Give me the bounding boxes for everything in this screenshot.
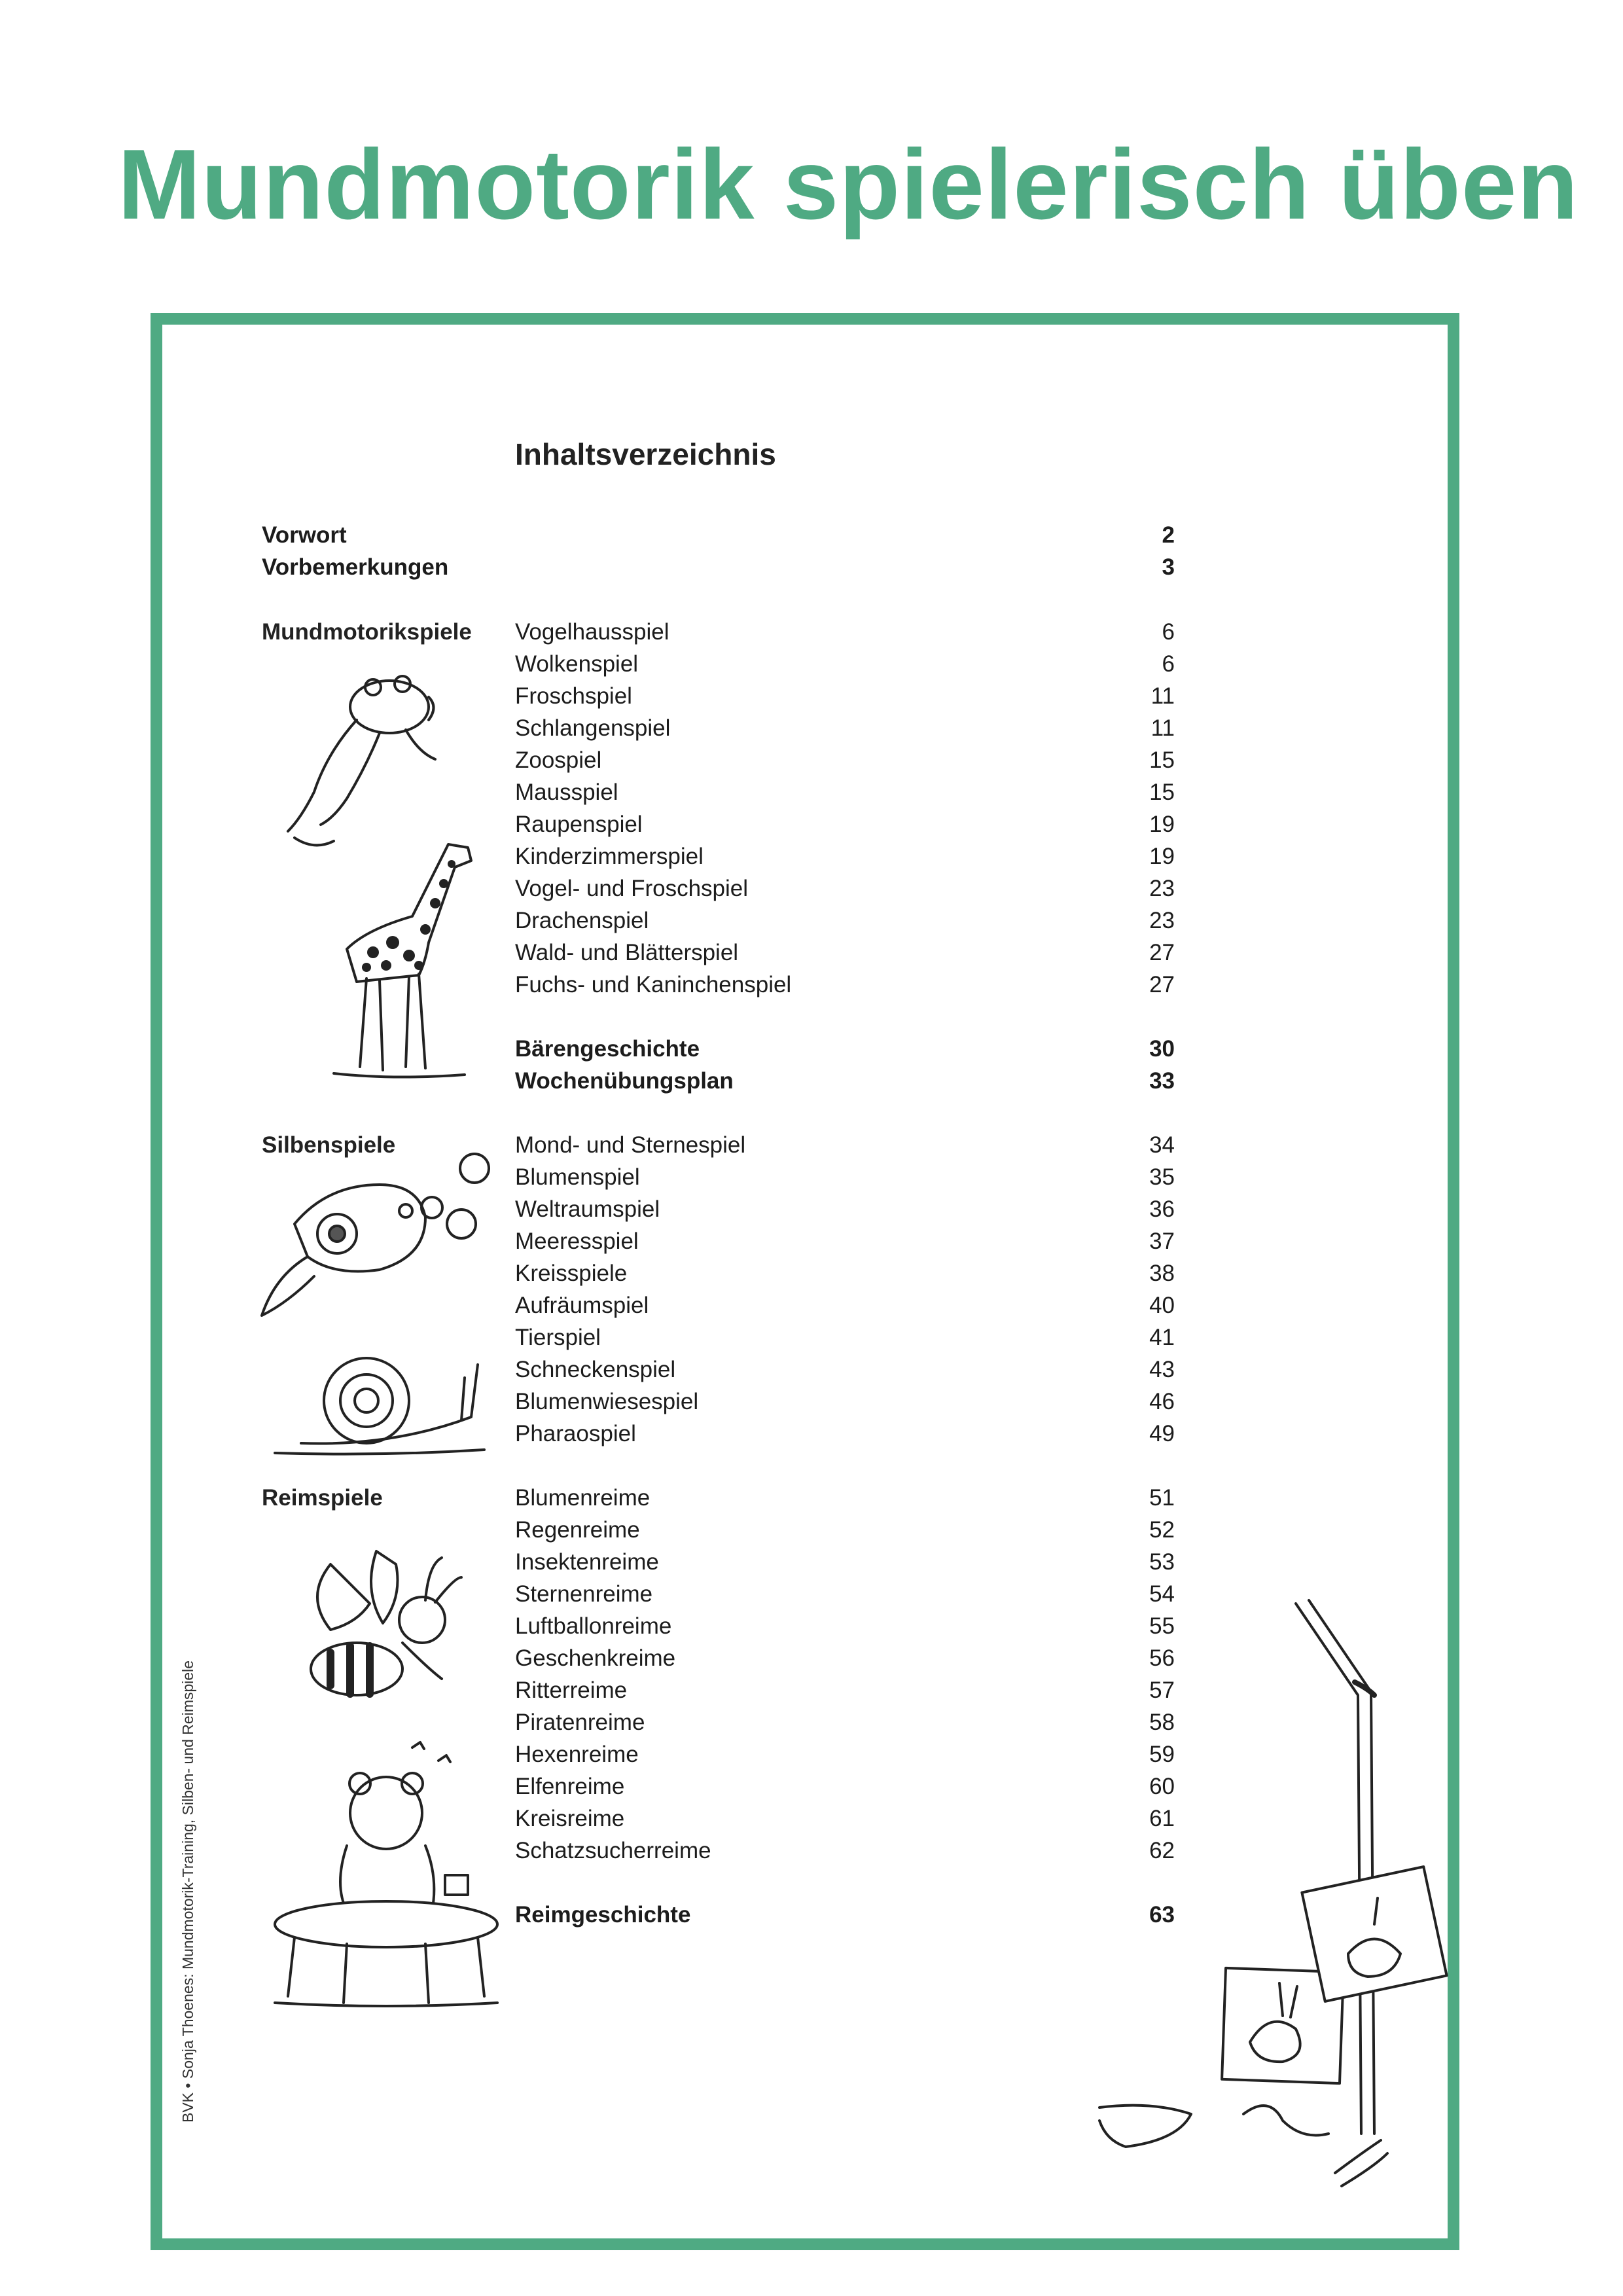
toc-entry-page: 11 [1150,683,1175,709]
toc-entry[interactable] [515,1774,1175,1806]
toc-entry-page: 49 [1149,1421,1175,1446]
toc-entry-page: 58 [1149,1710,1175,1735]
toc-entry-title: Luftballonreime [515,1613,672,1639]
toc-entry-page: 52 [1149,1517,1175,1543]
snail-illustration [262,1338,491,1456]
toc-entry-title: Blumenspiel [515,1164,640,1190]
toc-entry[interactable] [515,844,1175,876]
toc-entry[interactable] [515,619,1175,651]
toc-entry-page: 6 [1162,651,1175,677]
toc-entry-title: Bärengeschichte [515,1036,700,1062]
toc-entry-title: Schneckenspiel [515,1357,676,1382]
toc-entry-title: Mond- und Sternespiel [515,1132,746,1158]
toc-entry-title: Vogelhausspiel [515,619,669,645]
toc-entry[interactable] [515,1581,1175,1613]
toc-entry-page: 35 [1149,1164,1175,1190]
toc-entry-title: Vorbemerkungen [262,554,449,580]
section-title-silbenspiele: Silbenspiele [262,1132,396,1158]
toc-entry-title: Ritterreime [515,1677,628,1703]
toc-entry[interactable] [515,1357,1175,1389]
toc-entry-page: 38 [1149,1261,1175,1286]
toc-entry-page: 60 [1149,1774,1175,1799]
toc-entry[interactable] [515,1645,1175,1677]
toc-entry-title: Elfenreime [515,1774,625,1799]
toc-entry-title: Vorwort [262,522,347,548]
toc-entry-page: 6 [1162,619,1175,645]
toc-entry[interactable] [515,876,1175,908]
toc-entry[interactable] [515,780,1175,812]
toc-entry[interactable] [515,1613,1175,1645]
toc-entry-title: Insektenreime [515,1549,659,1575]
toc-entry-title: Kinderzimmerspiel [515,844,704,869]
toc-entry-page: 41 [1149,1325,1175,1350]
toc-entry-page: 62 [1149,1838,1175,1863]
toc-entry[interactable] [515,972,1175,1004]
toc-entry[interactable] [515,1389,1175,1421]
toc-entry-title: Drachenspiel [515,908,649,933]
toc-entry-page: 2 [1162,522,1175,548]
toc-entry[interactable] [515,1806,1175,1838]
toc-entry-title: Regenreime [515,1517,640,1543]
toc-entry-page: 23 [1149,876,1175,901]
toc-entry[interactable] [515,1421,1175,1453]
toc-entry[interactable] [515,1485,1175,1517]
toc-entry[interactable] [515,715,1175,747]
toc-entry-title: Froschspiel [515,683,632,709]
fish-with-bubbles-illustration [249,1145,497,1342]
toc-entry-title: Vogel- und Froschspiel [515,876,749,901]
toc-entry-page: 15 [1149,780,1175,805]
toc-entry-title: Wolkenspiel [515,651,639,677]
toc-entry[interactable] [515,1164,1175,1196]
toc-entry-page: 23 [1149,908,1175,933]
toc-entry-page: 27 [1149,940,1175,965]
toc-entry-title: Geschenkreime [515,1645,676,1671]
toc-entry-title: Raupenspiel [515,812,643,837]
toc-entry[interactable] [515,747,1175,780]
section-title-reimspiele: Reimspiele [262,1485,383,1511]
toc-entry[interactable] [515,1229,1175,1261]
toc-entry-page: 54 [1149,1581,1175,1607]
side-credit: BVK • Sonja Thoenes: Mundmotorik-Training, Silben- und Reimspiele [179,1660,196,2123]
section-title-mundmotorikspiele: Mundmotorikspiele [262,619,472,645]
toc-entry[interactable] [515,1742,1175,1774]
straw-and-cards-illustration [1086,1597,1453,2206]
toc-entry-title: Meeresspiel [515,1229,639,1254]
toc-heading: Inhaltsverzeichnis [515,437,776,471]
toc-entry-title: Pharaospiel [515,1421,636,1446]
bee-illustration [291,1538,481,1702]
toc-entry-title: Tierspiel [515,1325,601,1350]
toc-entry-page: 40 [1149,1293,1175,1318]
toc-entry-title: Blumenreime [515,1485,651,1511]
toc-entry-title: Schlangenspiel [515,715,671,741]
toc-entry-baerengeschichte[interactable] [515,1036,1175,1068]
toc-entry-page: 43 [1149,1357,1175,1382]
toc-entry[interactable] [515,683,1175,715]
toc-entry[interactable] [515,1838,1175,1870]
toc-entry[interactable] [515,812,1175,844]
toc-entry-title: Wald- und Blätterspiel [515,940,739,965]
toc-entry-page: 33 [1149,1068,1175,1094]
toc-entry[interactable] [515,651,1175,683]
page-title: Mundmotorik spielerisch üben [118,129,1579,240]
toc-entry-page: 37 [1149,1229,1175,1254]
toc-entry-title: Weltraumspiel [515,1196,660,1222]
toc-entry[interactable] [515,1517,1175,1549]
toc-entry-title: Schatzsucherreime [515,1838,711,1863]
toc-entry-vorbemerkungen[interactable] [262,554,1175,586]
toc-entry[interactable] [515,940,1175,972]
toc-entry[interactable] [515,908,1175,940]
toc-entry-page: 51 [1149,1485,1175,1511]
toc-entry-page: 27 [1149,972,1175,997]
toc-entry-page: 53 [1149,1549,1175,1575]
toc-entry-title: Fuchs- und Kaninchenspiel [515,972,792,997]
toc-entry-page: 57 [1149,1677,1175,1703]
toc-entry-page: 55 [1149,1613,1175,1639]
toc-entry-page: 46 [1149,1389,1175,1414]
toc-entry-page: 30 [1149,1036,1175,1062]
toc-entry[interactable] [515,1196,1175,1229]
toc-entry-title: Sternenreime [515,1581,653,1607]
toc-entry-page: 56 [1149,1645,1175,1671]
toc-entry-page: 11 [1150,715,1175,741]
toc-entry[interactable] [515,1261,1175,1293]
bear-at-table-illustration [268,1734,504,2009]
toc-entry-wochenuebungsplan[interactable] [515,1068,1175,1100]
giraffe-illustration [327,831,484,1080]
toc-entry-title: Wochenübungsplan [515,1068,734,1094]
toc-entry[interactable] [515,1132,1175,1164]
toc-entry-page: 19 [1149,844,1175,869]
toc-entry-page: 63 [1149,1902,1175,1928]
toc-entry[interactable] [515,1710,1175,1742]
toc-entry-title: Reimgeschichte [515,1902,691,1928]
toc-entry-title: Piratenreime [515,1710,645,1735]
toc-entry-page: 59 [1149,1742,1175,1767]
toc-entry-page: 19 [1149,812,1175,837]
toc-entry-page: 34 [1149,1132,1175,1158]
toc-entry[interactable] [515,1325,1175,1357]
toc-entry-title: Blumenwiesespiel [515,1389,699,1414]
toc-entry-vorwort[interactable] [262,522,1175,554]
toc-entry-title: Kreisreime [515,1806,625,1831]
toc-entry-title: Mausspiel [515,780,618,805]
toc-entry-title: Hexenreime [515,1742,639,1767]
frog-illustration [275,661,465,857]
toc-entry-title: Aufräumspiel [515,1293,649,1318]
toc-entry-page: 15 [1149,747,1175,773]
toc-entry[interactable] [515,1293,1175,1325]
toc-entry[interactable] [515,1549,1175,1581]
toc-entry-reimgeschichte[interactable] [515,1902,1175,1934]
toc-entry-title: Zoospiel [515,747,602,773]
toc-entry-title: Kreisspiele [515,1261,628,1286]
toc-entry-page: 36 [1149,1196,1175,1222]
toc-entry-page: 61 [1149,1806,1175,1831]
toc-entry-page: 3 [1162,554,1175,580]
toc-entry[interactable] [515,1677,1175,1710]
